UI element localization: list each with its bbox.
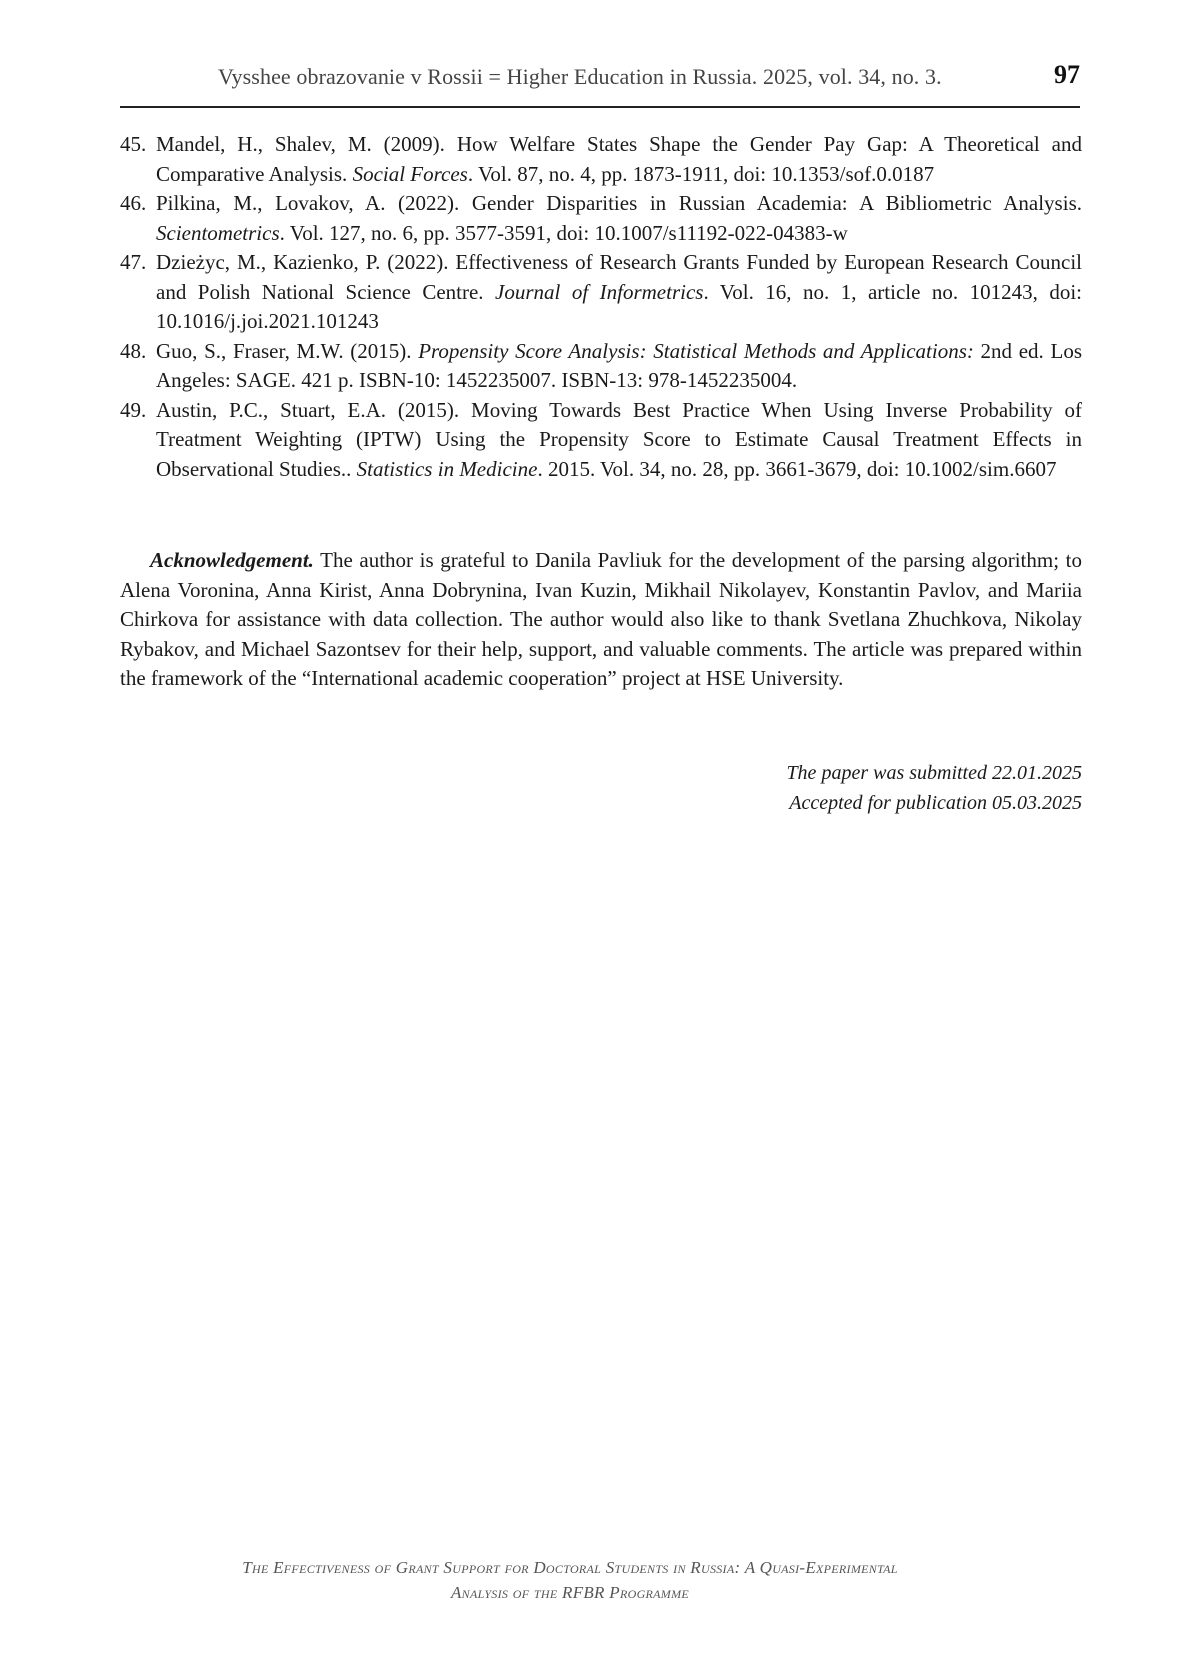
reference-source: Journal of Informetrics	[495, 279, 704, 304]
running-title: Vysshee obrazovanie v Rossii = Higher Education in Russia. 2025, vol. 34, no. 3.	[218, 64, 942, 89]
reference-text: Austin, P.C., Stuart, E.A. (2015). Moving Towards Best Practice When Using Inverse Probability of Treatment Weighting (IPTW) Using the Propensity Score to Estimate Causal Treatment Effects in Observational Studies..	[156, 397, 1082, 481]
reference-source: Social Forces	[352, 161, 468, 186]
accepted-date: Accepted for publication 05.03.2025	[789, 792, 1082, 814]
reference-list	[120, 130, 1082, 484]
page-footer	[120, 1555, 1020, 1605]
footer-title-line-2: Analysis of the RFBR Programme	[450, 1583, 690, 1602]
page-header	[120, 60, 1080, 108]
reference-number: 47.	[120, 250, 147, 274]
reference-details: . 2015. Vol. 34, no. 28, pp. 3661-3679, doi: 10.1002/sim.6607	[537, 456, 1057, 481]
reference-details: . Vol. 87, no. 4, pp. 1873-1911, doi: 10.1353/sof.0.0187	[467, 161, 935, 186]
reference-item	[120, 130, 1082, 189]
reference-number: 45.	[120, 132, 147, 156]
page-number: 97	[1054, 60, 1080, 89]
reference-details: . Vol. 16, no. 1, article no. 101243, doi: 10.1016/j.joi.2021.101243	[156, 279, 1082, 333]
reference-item	[120, 248, 1082, 337]
submission-dates	[786, 758, 1082, 818]
reference-details: . Vol. 127, no. 6, pp. 3577-3591, doi: 10.1007/s11192-022-04383-w	[279, 220, 848, 245]
reference-source: Propensity Score Analysis: Statistical Methods and Applications:	[418, 338, 974, 363]
reference-text: Dzieżyc, M., Kazienko, P. (2022). Effectiveness of Research Grants Funded by European Research Council and Polish National Science Centre.	[156, 250, 1082, 304]
reference-number: 46.	[120, 191, 147, 215]
reference-source: Statistics in Medicine	[356, 456, 538, 481]
reference-item	[120, 396, 1082, 485]
acknowledgement-text: The author is grateful to Danila Pavliuk for the development of the parsing algorithm; to Alena Voronina, Anna Kirist, Anna Dobrynina, Ivan Kuzin, Mikhail Nikolayev, Konstantin Pavlov, and Mariia Chirkova for assistance with data collection. The author would also like to thank Svetlana Zhuchkova, Nikolay Rybakov, and Michael Sazontsev for their help, support, and valuable comments. The article was prepared within the framework of the “International academic cooperation” project at HSE University.	[120, 548, 1082, 690]
acknowledgement-label: Acknowledgement.	[150, 548, 314, 572]
reference-text: Mandel, H., Shalev, M. (2009). How Welfare States Shape the Gender Pay Gap: A Theoretical and Comparative Analysis.	[156, 132, 1082, 186]
reference-item	[120, 337, 1082, 396]
reference-details: 2nd ed. Los Angeles: SAGE. 421 p. ISBN-10: 1452235007. ISBN-13: 978-1452235004.	[156, 338, 1082, 392]
reference-number: 48.	[120, 338, 147, 363]
reference-text: Pilkina, M., Lovakov, A. (2022). Gender Disparities in Russian Academia: A Bibliometric Analysis.	[156, 191, 1082, 215]
reference-source: Scientometrics	[156, 220, 280, 245]
reference-text: Guo, S., Fraser, M.W. (2015).	[156, 338, 419, 363]
acknowledgement-paragraph	[120, 546, 1082, 694]
reference-number: 49.	[120, 397, 147, 422]
footer-title-line-1: The Effectiveness of Grant Support for Doctoral Students in Russia: A Quasi-Experimental	[242, 1558, 898, 1577]
submitted-date: The paper was submitted 22.01.2025	[786, 762, 1082, 784]
reference-item	[120, 189, 1082, 248]
